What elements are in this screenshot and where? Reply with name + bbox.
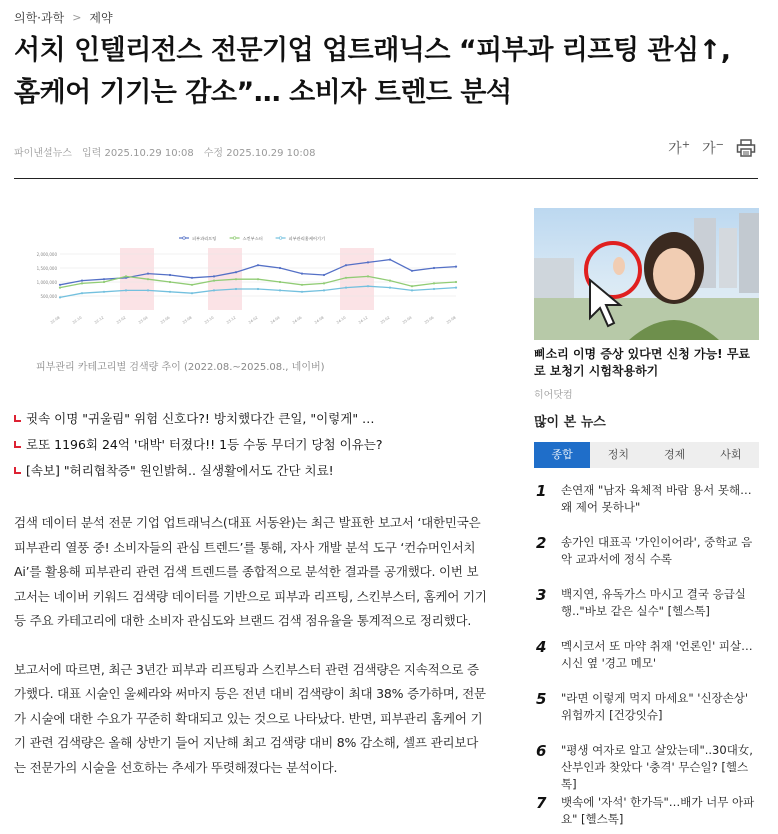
article-tools bbox=[668, 138, 756, 158]
data-point bbox=[103, 281, 105, 283]
print-icon[interactable] bbox=[736, 139, 756, 157]
breadcrumb-section[interactable]: 의학·과학 bbox=[14, 11, 65, 25]
list-item[interactable] bbox=[534, 794, 759, 834]
x-tick-label: 22.08 bbox=[49, 315, 61, 325]
ad-image[interactable] bbox=[534, 208, 759, 340]
tab-society[interactable]: 사회 bbox=[720, 448, 742, 461]
x-tick-label: 25.04 bbox=[401, 315, 413, 325]
sidebar-ad[interactable] bbox=[534, 208, 759, 401]
data-point bbox=[367, 261, 369, 263]
data-point bbox=[279, 267, 281, 269]
legend-marker bbox=[183, 237, 186, 240]
legend-marker bbox=[279, 237, 282, 240]
data-point bbox=[147, 289, 149, 291]
news-headline[interactable]: 송가인 대표곡 '가인이어라', 중학교 음악 교과서에 정식 수록 bbox=[561, 535, 753, 566]
data-point bbox=[59, 296, 61, 298]
x-tick-label: 23.04 bbox=[137, 315, 149, 325]
list-item[interactable] bbox=[534, 482, 759, 534]
data-point bbox=[59, 287, 61, 289]
data-point bbox=[235, 278, 237, 280]
header-divider bbox=[14, 178, 758, 179]
data-point bbox=[191, 284, 193, 286]
x-tick-label: 24.12 bbox=[357, 315, 369, 325]
x-tick-label: 24.04 bbox=[269, 315, 281, 325]
data-point bbox=[455, 287, 457, 289]
rank-number: 4 bbox=[536, 638, 547, 656]
data-point bbox=[389, 280, 391, 282]
data-point bbox=[345, 287, 347, 289]
data-point bbox=[389, 287, 391, 289]
list-item[interactable] bbox=[534, 638, 759, 690]
series-line bbox=[60, 260, 456, 285]
ad-title[interactable]: 삐소리 이명 증상 있다면 신청 가능! 무료로 보청기 시험착용하기 bbox=[534, 347, 751, 378]
legend-label: 피부과리프팅 bbox=[192, 236, 217, 241]
x-tick-label: 24.06 bbox=[291, 315, 303, 325]
rank-number: 5 bbox=[536, 690, 547, 708]
x-tick-label: 23.02 bbox=[115, 315, 127, 325]
chart-caption: 피부관리 카테고리별 검색량 추이 (2022.08.~2025.08., 네이버) bbox=[36, 362, 325, 373]
data-point bbox=[147, 273, 149, 275]
rank-number: 7 bbox=[536, 794, 547, 812]
data-point bbox=[279, 281, 281, 283]
y-tick-label: 2,000,000 bbox=[36, 252, 57, 257]
list-item[interactable] bbox=[534, 690, 759, 742]
data-point bbox=[169, 281, 171, 283]
body-paragraph: 검색 데이터 분석 전문 기업 업트래닉스(대표 서동완)는 최근 발표한 보고서 ‘대한민국은 피부관리 열풍 중! 소비자들의 관심 트렌드’를 통해, 자사 개발 분석 도구 ‘컨슈머인서치 Ai’를 활용해 피부관리 관련 검색 트렌드를 종합적으로 분석한 결과를 공개했다. 이번 보고서는 네이버 키워드 검색량 데이터를 기반으로 피부과 리프팅, 스킨부스터, 홈케어 기기 등 주요 카테고리에 대한 소비자 관심도와 브랜드 검색 점유율을 통계적으로 정리했다. bbox=[14, 515, 487, 628]
x-tick-label: 23.08 bbox=[181, 315, 193, 325]
x-tick-label: 25.02 bbox=[379, 315, 391, 325]
y-tick-label: 1,500,000 bbox=[36, 266, 57, 271]
data-point bbox=[455, 281, 457, 283]
related-link[interactable]: [속보] "허리협착증" 원인밝혀.. 실생활에서도 간단 치료! bbox=[14, 458, 484, 484]
published-time: 입력 2025.10.29 10:08 bbox=[81, 148, 194, 159]
data-point bbox=[279, 289, 281, 291]
data-point bbox=[367, 275, 369, 277]
data-point bbox=[411, 270, 413, 272]
related-link[interactable]: 귓속 이명 "귀울림" 위험 신호다?! 방치했다간 큰일, "이렇게" … bbox=[14, 406, 484, 432]
data-point bbox=[367, 285, 369, 287]
data-point bbox=[323, 289, 325, 291]
body-paragraph: 보고서에 따르면, 최근 3년간 피부과 리프팅과 스킨부스터 관련 검색량은 지속적으로 증가했다. 대표 시술인 울쎄라와 써마지 등은 전년 대비 검색량이 최대 38% 증가하며, 전문가 시술에 대한 수요가 꾸준히 확대되고 있는 것으로 나타났다. 반면, 피부관리 홈케어 기기 관련 검색량은 올해 상반기 들어 지난해 최고 검색량 대비 8% 감소해, 셀프 관리보다는 전문가의 시술을 선호하는 추세가 뚜렷해졌다는 분석이다. bbox=[14, 661, 486, 775]
data-point bbox=[169, 291, 171, 293]
news-headline[interactable]: "라면 이렇게 먹지 마세요" '신장손상' 위험까지 [건강잇슈] bbox=[561, 691, 749, 722]
data-point bbox=[257, 264, 259, 266]
x-tick-label: 23.12 bbox=[225, 315, 237, 325]
data-point bbox=[213, 280, 215, 282]
data-point bbox=[235, 288, 237, 290]
rank-number: 6 bbox=[536, 742, 547, 760]
y-tick-label: 1,000,000 bbox=[36, 280, 57, 285]
ad-source: 히어닷컴 bbox=[534, 390, 573, 401]
data-point bbox=[345, 264, 347, 266]
data-point bbox=[323, 274, 325, 276]
x-tick-label: 24.10 bbox=[335, 315, 347, 325]
data-point bbox=[257, 288, 259, 290]
article-meta bbox=[14, 144, 316, 159]
data-point bbox=[81, 282, 83, 284]
data-point bbox=[191, 292, 193, 294]
news-headline[interactable]: 뱃속에 '자석' 한가득"…배가 너무 아파요" [헬스톡] bbox=[561, 795, 755, 826]
y-tick-label: 500,000 bbox=[40, 294, 57, 299]
x-tick-label: 23.06 bbox=[159, 315, 171, 325]
data-point bbox=[455, 266, 457, 268]
rank-number: 2 bbox=[536, 534, 547, 552]
data-point bbox=[81, 292, 83, 294]
rank-number: 3 bbox=[536, 586, 547, 604]
popular-news-list bbox=[534, 482, 759, 834]
legend-marker bbox=[233, 237, 236, 240]
legend-label: 피부관리홈케어기기 bbox=[288, 236, 326, 241]
breadcrumb bbox=[14, 9, 113, 26]
updated-time: 수정 2025.10.29 10:08 bbox=[203, 148, 316, 159]
list-item[interactable] bbox=[534, 742, 759, 794]
breadcrumb-sub[interactable]: 제약 bbox=[89, 11, 113, 25]
tab-overall[interactable]: 종합 bbox=[534, 442, 590, 468]
data-point bbox=[433, 267, 435, 269]
data-point bbox=[103, 278, 105, 280]
rank-number: 1 bbox=[536, 482, 547, 500]
related-link[interactable]: 로또 1196회 24억 '대박' 터졌다!! 1등 수동 무더기 당첨 이유는? bbox=[14, 432, 484, 458]
news-headline[interactable]: 백지연, 유독가스 마시고 결국 응급실행.."바보 같은 실수" [헬스톡] bbox=[561, 587, 746, 618]
news-headline[interactable]: 멕시코서 또 마약 취재 '언론인' 피살…시신 옆 '경고 메모' bbox=[561, 639, 753, 670]
data-point bbox=[433, 282, 435, 284]
x-tick-label: 24.02 bbox=[247, 315, 259, 325]
article-body bbox=[14, 511, 488, 804]
data-point bbox=[191, 277, 193, 279]
data-point bbox=[103, 291, 105, 293]
x-tick-label: 25.06 bbox=[423, 315, 435, 325]
x-tick-label: 23.10 bbox=[203, 315, 215, 325]
data-point bbox=[213, 275, 215, 277]
data-point bbox=[389, 259, 391, 261]
data-point bbox=[59, 284, 61, 286]
data-point bbox=[125, 289, 127, 291]
list-item[interactable] bbox=[534, 534, 759, 586]
outlet-name: 파이낸셜뉴스 bbox=[14, 148, 72, 159]
font-size-up-button[interactable]: 가+ bbox=[668, 139, 691, 157]
data-point bbox=[301, 284, 303, 286]
article-headline: 서치 인텔리전스 전문기업 업트래닉스 “피부과 리프팅 관심↑, 홈케어 기기는 감소”… 소비자 트렌드 분석 bbox=[14, 35, 731, 108]
data-point bbox=[345, 277, 347, 279]
highlight-band bbox=[340, 248, 374, 310]
tab-politics[interactable]: 정치 bbox=[607, 448, 629, 461]
data-point bbox=[257, 278, 259, 280]
data-point bbox=[169, 274, 171, 276]
data-point bbox=[323, 282, 325, 284]
news-headline[interactable]: 손연재 "남자 육체적 바람 용서 못해…왜 제어 못하나" bbox=[561, 483, 752, 514]
data-point bbox=[235, 271, 237, 273]
list-item[interactable] bbox=[534, 586, 759, 638]
search-volume-chart bbox=[24, 226, 468, 344]
data-point bbox=[81, 280, 83, 282]
x-tick-label: 25.08 bbox=[445, 315, 457, 325]
font-size-down-button[interactable]: 가− bbox=[702, 139, 724, 157]
popular-news-tabs bbox=[534, 442, 759, 468]
legend-label: 스킨부스터 bbox=[242, 236, 263, 241]
x-tick-label: 22.10 bbox=[71, 315, 83, 325]
tab-economy[interactable]: 경제 bbox=[663, 448, 686, 461]
x-tick-label: 22.12 bbox=[93, 315, 105, 325]
news-headline[interactable]: "평생 여자로 알고 살았는데"..30대女, 산부인과 찾았다 '충격' 무슨일? [헬스톡] bbox=[561, 743, 753, 791]
chevron-right-icon: > bbox=[72, 11, 82, 24]
data-point bbox=[433, 288, 435, 290]
popular-news-title: 많이 본 뉴스 bbox=[534, 415, 606, 430]
data-point bbox=[213, 289, 215, 291]
data-point bbox=[147, 278, 149, 280]
data-point bbox=[125, 275, 127, 277]
related-links bbox=[14, 406, 484, 484]
data-point bbox=[301, 291, 303, 293]
data-point bbox=[411, 289, 413, 291]
x-tick-label: 24.08 bbox=[313, 315, 325, 325]
data-point bbox=[301, 273, 303, 275]
data-point bbox=[411, 285, 413, 287]
